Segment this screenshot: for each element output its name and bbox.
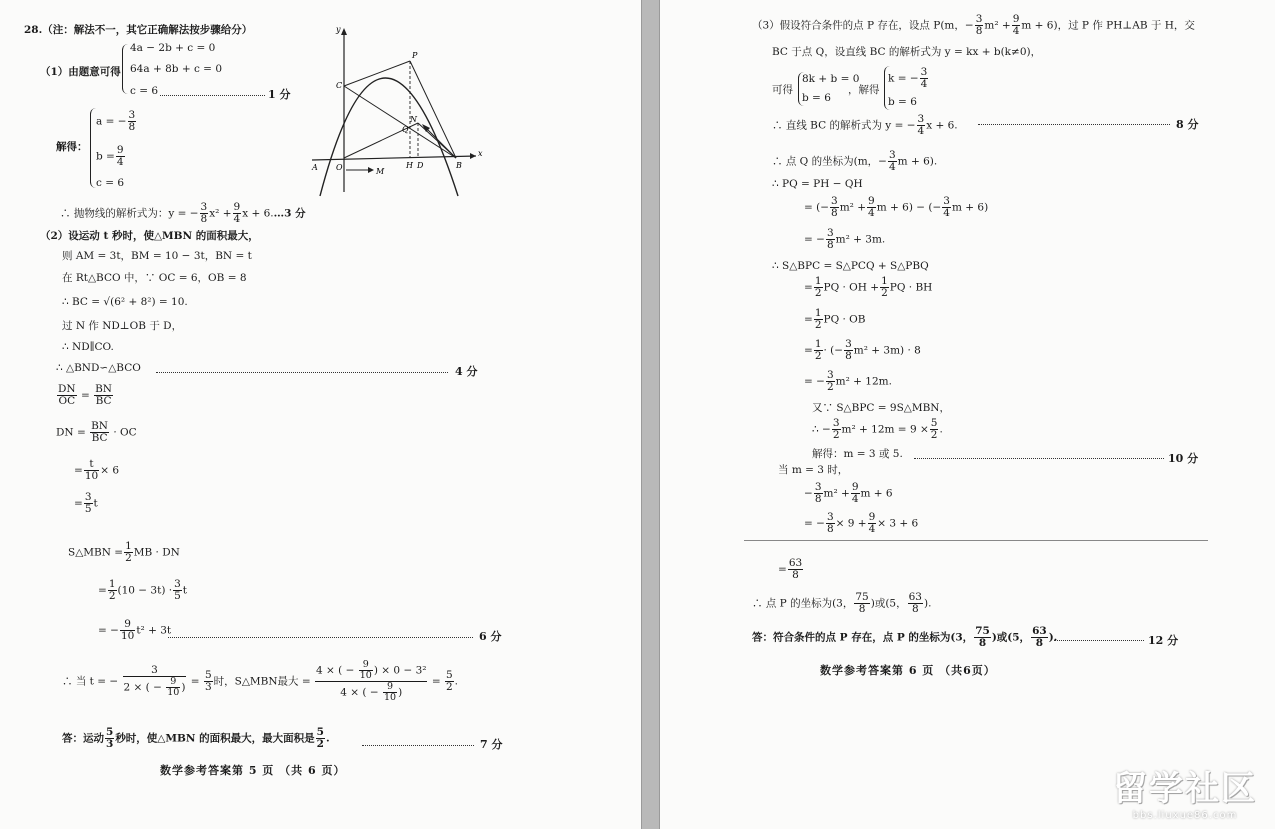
label-x: x xyxy=(478,149,483,158)
label-h: H xyxy=(406,161,413,170)
p3-eq1: 8k + b = 0 xyxy=(802,73,860,85)
watermark-url: bbs.liuxue86.com xyxy=(1132,810,1238,821)
watermark-logo: 留学社区 xyxy=(1113,769,1257,809)
eq2: 64a + 8b + c = 0 xyxy=(130,63,223,75)
sol-c: c = 6 xyxy=(96,177,125,189)
label-a: A xyxy=(312,163,318,172)
part2-l4: ∴ BC = √(6² + 8²) = 10. xyxy=(62,296,188,308)
p3-l14: 又∵ S△BPC = 9S△MBN， xyxy=(812,402,950,414)
answer-page-6 xyxy=(660,0,1275,829)
p3-l12: = $\frac{1}{2}$ · (− $\frac{3}{8}$ m² + 3m) · 8 xyxy=(804,338,921,363)
page-divider xyxy=(744,540,1208,541)
answer-part2: 答：运动 $\frac{5}{3}$ 秒时，使△MBN 的面积最大，最大面积是 $\frac{5}{2}$ . xyxy=(62,726,330,751)
arrowhead-m xyxy=(368,167,374,173)
arrow-bn xyxy=(426,128,456,158)
dot-leader xyxy=(978,124,1170,125)
p3-l18: − $\frac{3}{8}$ m² + $\frac{9}{4}$ m + 6 xyxy=(804,481,893,506)
site-watermark xyxy=(1113,761,1257,821)
p3-l22: 答：符合条件的点 P 存在，点 P 的坐标为(3， $\frac{75}{8}$ )或(5， $\frac{63}{8}$ ). xyxy=(752,625,1058,650)
x-axis xyxy=(312,156,476,160)
p3-l1: （3）假设符合条件的点 P 存在，设点 P(m，− $\frac{3}{8}$ m² + $\frac{9}{4}$ m + 6)，过 P 作 PH⊥AB 于 H，交 xyxy=(752,13,1195,38)
area-step1: = $\frac{1}{2}$ (10 − 3t) · $\frac{3}{5}$ t xyxy=(98,578,188,603)
eq3: c = 6 xyxy=(130,85,159,97)
score-4: 4 分 xyxy=(455,365,478,378)
p3-l7: = (− $\frac{3}{8}$ m² + $\frac{9}{4}$ m + 6) − (− $\frac{3}{4}$ m + 6) xyxy=(804,195,989,220)
x-arrow xyxy=(470,153,476,159)
label-m: M xyxy=(376,167,385,176)
y-arrow xyxy=(341,28,347,35)
sol-b: b = $\frac{9}{4}$ xyxy=(96,144,124,169)
label-n: N xyxy=(410,115,417,124)
label-b: B xyxy=(456,161,462,170)
label-p: P xyxy=(412,51,418,60)
p3-l5: ∴ 点 Q 的坐标为(m，− $\frac{3}{4}$ m + 6). xyxy=(772,149,938,174)
dot-leader xyxy=(1054,640,1144,641)
solve-label: 解得： xyxy=(56,141,88,153)
p3-l3-pre: 可得 xyxy=(772,84,793,96)
p3-l10: = $\frac{1}{2}$ PQ · OH + $\frac{1}{2}$ PQ · BH xyxy=(804,275,933,300)
dot-leader xyxy=(362,745,474,746)
score-8: 8 分 xyxy=(1176,118,1199,131)
p3-l4: ∴ 直线 BC 的解析式为 y = − $\frac{3}{4}$ x + 6. xyxy=(772,113,958,138)
label-d: D xyxy=(417,161,424,170)
part2-l5: 过 N 作 ND⊥OB 于 D， xyxy=(62,320,183,332)
p3-l21: ∴ 点 P 的坐标为(3， $\frac{75}{8}$ )或(5， $\frac{63}{8}$ ). xyxy=(752,591,932,616)
score-6: 6 分 xyxy=(479,630,502,643)
p3-l13: = − $\frac{3}{2}$ m² + 12m. xyxy=(804,369,892,394)
score-10: 10 分 xyxy=(1168,452,1199,465)
part2-l2: 则 AM = 3t，BM = 10 − 3t，BN = t xyxy=(62,250,252,262)
vertex-calc: ∴ 当 t = − 3 2 × ( − $\frac{9}{10}$ ) = $\frac{5}{3}$ 时，S△MBN最大 = 4 × ( − $\frac{9}{10}$ ) × 0 − 3² 4 × ( − $\frac{9}{10}$ ) = $\frac{5}{2}$ . xyxy=(62,659,458,703)
p3-k: k = − $\frac{3}{4}$ xyxy=(888,66,928,91)
dn-eq: DN = $\frac{BN}{BC}$ · OC xyxy=(56,420,137,445)
score-12: 12 分 xyxy=(1148,634,1179,647)
dn-step1: = $\frac{t}{10}$ × 6 xyxy=(74,458,120,483)
p3-l17: 当 m = 3 时， xyxy=(778,464,849,476)
label-c: C xyxy=(336,81,343,90)
p3-l6: ∴ PQ = PH − QH xyxy=(772,178,863,190)
dn-step2: = $\frac{3}{5}$ t xyxy=(74,491,98,516)
label-y: y xyxy=(336,25,341,34)
p3-l16: 解得：m = 3 或 5. xyxy=(812,448,903,460)
parabola-graph xyxy=(306,20,486,198)
p3-eq2: b = 6 xyxy=(802,92,831,104)
question-header: 28.（注：解法不一，其它正确解法按步骤给分） xyxy=(24,24,253,36)
area-step2: = − $\frac{9}{10}$ t² + 3t xyxy=(98,618,172,643)
part2-l3: 在 Rt△BCO 中，∵ OC = 6，OB = 8 xyxy=(62,272,247,284)
parabola-expression: ∴ 抛物线的解析式为：y = − $\frac{3}{8}$ x² + $\frac{9}{4}$ x + 6.…3 分 xyxy=(60,201,306,226)
area-formula: S△MBN = $\frac{1}{2}$ MB · DN xyxy=(68,540,180,565)
part1-intro: （1）由题意可得 xyxy=(40,66,121,78)
p3-l3-mid: ，解得 xyxy=(848,84,880,96)
p3-l8: = − $\frac{3}{8}$ m² + 3m. xyxy=(804,227,886,252)
p3-l11: = $\frac{1}{2}$ PQ · OB xyxy=(804,307,866,332)
part2-l7: ∴ △BND∽△BCO xyxy=(56,362,141,374)
equation-brace xyxy=(122,44,128,94)
p3-l2: BC 于点 Q，设直线 BC 的解析式为 y = kx + b(k≠0)， xyxy=(772,46,1042,58)
p3-b: b = 6 xyxy=(888,96,917,108)
dot-leader xyxy=(168,637,473,638)
dot-leader xyxy=(160,95,265,96)
part2-l1: （2）设运动 t 秒时，使△MBN 的面积最大， xyxy=(40,230,259,242)
dot-leader xyxy=(156,372,448,373)
part2-l6: ∴ ND∥CO. xyxy=(62,341,114,353)
ratio-eq: $\frac{DN}{OC}$ = $\frac{BN}{BC}$ xyxy=(58,383,112,408)
p3-l9: ∴ S△BPC = S△PCQ + S△PBQ xyxy=(772,260,929,272)
line-cp xyxy=(344,61,410,86)
label-o: O xyxy=(336,163,343,172)
dot-leader xyxy=(914,458,1164,459)
score-7: 7 分 xyxy=(480,738,503,751)
p3-l19: = − $\frac{3}{8}$ × 9 + $\frac{9}{4}$ × 3 + 6 xyxy=(804,511,919,536)
score-1: 1 分 xyxy=(268,88,291,101)
page-footer: 数学参考答案第 6 页 （共6页） xyxy=(820,664,996,677)
page-gutter xyxy=(641,0,660,829)
p3-l20: = $\frac{63}{8}$ xyxy=(778,557,803,582)
eq1: 4a − 2b + c = 0 xyxy=(130,42,216,54)
page-footer: 数学参考答案第 5 页 （共 6 页） xyxy=(160,764,346,777)
p3-l15: ∴ − $\frac{3}{2}$ m² + 12m = 9 × $\frac{5}{2}$ . xyxy=(812,417,943,442)
sol-a: a = − $\frac{3}{8}$ xyxy=(96,109,136,134)
label-q: Q xyxy=(402,125,409,134)
